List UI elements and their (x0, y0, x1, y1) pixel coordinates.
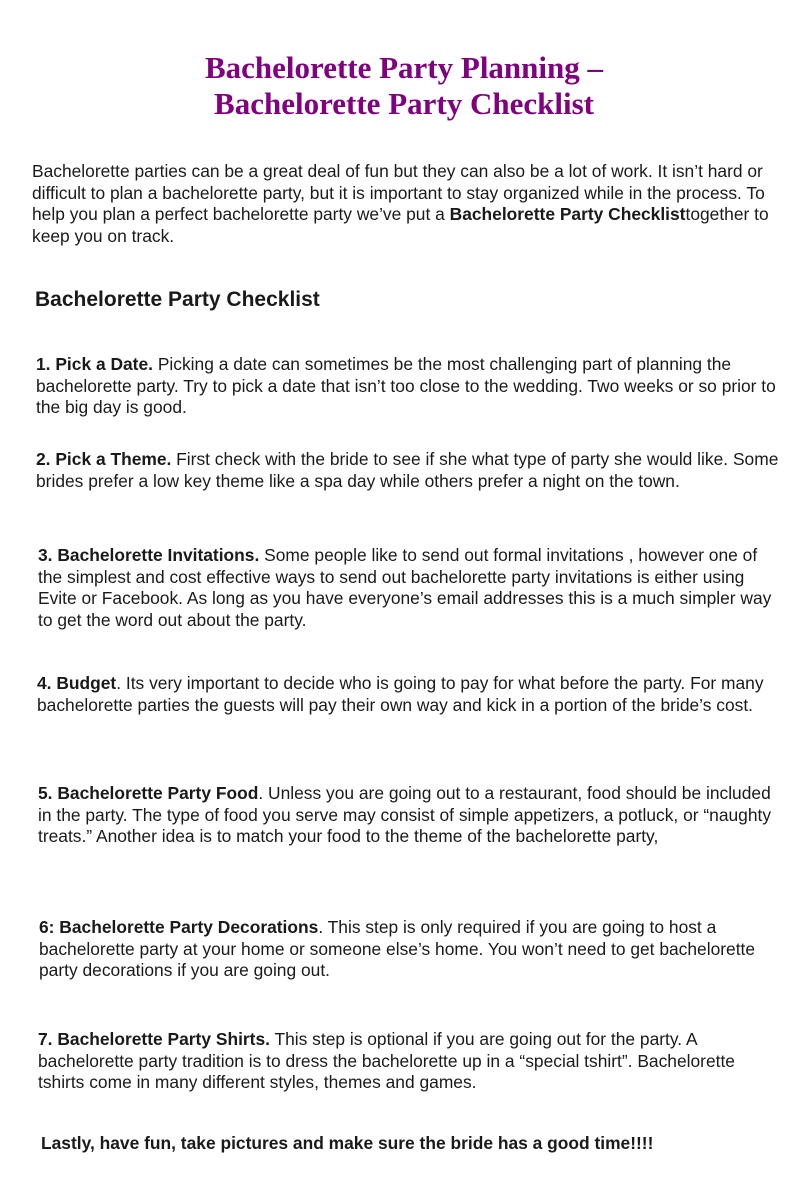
document-title (0, 50, 808, 122)
checklist-item-1 (36, 354, 781, 419)
item-label: 4. Budget (37, 673, 117, 693)
checklist-item-5 (38, 783, 783, 848)
item-text: . Its very important to decide who is going to pay for what before the party. For many bachelorette parties the guests will pay their own way and kick in a portion of the bride’s cost. (37, 673, 764, 715)
item-text: Some people like to send out formal invitations , however one of the simplest and cost effective ways to send out bachelorette party invitations is either using Evite or Facebook. As long as you have everyone’s email addresses this is a much simpler way to get the word out about the party. (38, 545, 772, 630)
item-label: 3. Bachelorette Invitations. (38, 545, 260, 565)
item-text: . Unless you are going out to a restaurant, food should be included in the party. The type of food you serve may consist of simple appetizers, a potluck, or “naughty treats.” Another idea is to match your food to the theme of the bachelorette party, (38, 783, 772, 847)
checklist-item-3 (38, 545, 783, 631)
item-text: . This step is only required if you are going to host a bachelorette party at your home or someone else’s home. You won’t need to get bachelorette party decorations if you are going out. (39, 917, 756, 981)
intro-bold-text: Bachelorette Party Checklist (449, 204, 686, 225)
item-label: 5. Bachelorette Party Food (38, 783, 259, 803)
checklist-item-4 (37, 673, 782, 716)
title-line-2: Bachelorette Party Checklist (214, 86, 594, 121)
item-text: Picking a date can sometimes be the most challenging part of planning the bachelorette party. Try to pick a date that isn’t too close to the wedding. Two weeks or so prior to the big day is good. (36, 354, 776, 418)
item-text: This step is optional if you are going out for the party. A bachelorette party tradition is to dress the bachelorette up in a “special tshirt”. Bachelorette tshirts come in many different styles, themes and games. (38, 1029, 735, 1093)
item-text: First check with the bride to see if she what type of party she would like. Some brides prefer a low key theme like a spa day while others prefer a night on the town. (36, 449, 779, 491)
checklist-item-2 (36, 449, 781, 492)
item-label: 2. Pick a Theme. (36, 449, 172, 469)
section-heading: Bachelorette Party Checklist (35, 288, 320, 311)
checklist-item-7 (38, 1029, 783, 1094)
intro-paragraph (32, 161, 772, 247)
item-label: 1. Pick a Date. (36, 354, 153, 374)
item-label: 7. Bachelorette Party Shirts. (38, 1029, 270, 1049)
intro-text: Bachelorette parties can be a great deal of fun but they can also be a lot of work. It isn’t hard or difficult to plan a bachelorette party, but it is important to stay organized while in the process. To help you plan a perfect bachelorette party we’ve put a (32, 161, 765, 225)
title-line-1: Bachelorette Party Planning – (204, 50, 604, 85)
item-label: 6: Bachelorette Party Decorations (39, 917, 319, 937)
checklist-item-6 (39, 917, 784, 982)
intro-text-end: together to keep you on track. (32, 204, 769, 246)
closing-line: Lastly, have fun, take pictures and make sure the bride has a good time!!!! (41, 1133, 654, 1153)
